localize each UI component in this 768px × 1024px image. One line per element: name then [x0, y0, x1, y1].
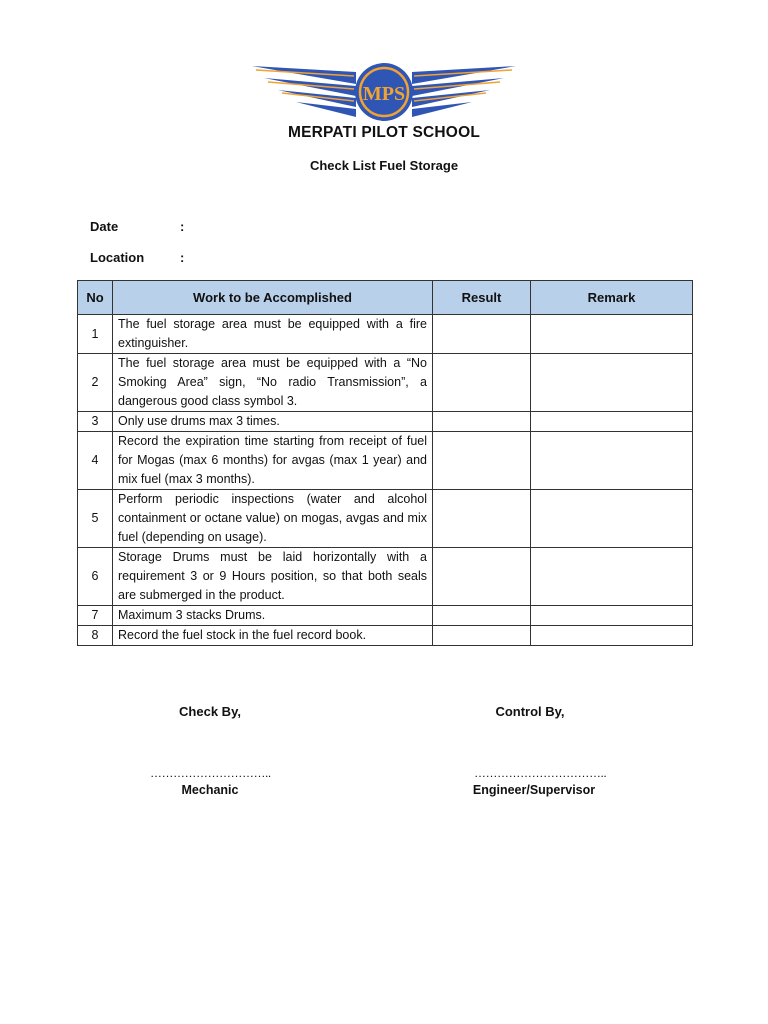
date-colon: :	[180, 219, 185, 234]
location-field	[90, 250, 184, 265]
row-remark[interactable]	[531, 412, 693, 432]
check-by-label: Check By,	[179, 704, 241, 719]
header-task: Work to be Accomplished	[113, 281, 433, 315]
location-colon: :	[180, 250, 185, 265]
engineer-supervisor-label: Engineer/Supervisor	[472, 783, 596, 797]
row-remark[interactable]	[531, 315, 693, 354]
row-result[interactable]	[433, 315, 531, 354]
table-row	[78, 606, 693, 626]
row-result[interactable]	[433, 432, 531, 490]
row-task: Storage Drums must be laid horizontally with a requirement 3 or 9 Hours position, so that both seals are submerged in the product.	[113, 548, 433, 606]
signature-line-mechanic: …………………………..	[150, 766, 271, 780]
row-remark[interactable]	[531, 548, 693, 606]
row-result[interactable]	[433, 412, 531, 432]
row-no: 2	[78, 354, 113, 412]
school-logo	[252, 62, 516, 128]
row-no: 7	[78, 606, 113, 626]
row-remark[interactable]	[531, 432, 693, 490]
signature-line-engineer: ……………………………..	[474, 766, 607, 780]
row-task: The fuel storage area must be equipped with a fire extinguisher.	[113, 315, 433, 354]
row-task: Record the fuel stock in the fuel record book.	[113, 626, 433, 646]
row-remark[interactable]	[531, 490, 693, 548]
row-no: 6	[78, 548, 113, 606]
table-row	[78, 315, 693, 354]
row-result[interactable]	[433, 626, 531, 646]
table-row	[78, 490, 693, 548]
location-label: Location	[90, 250, 145, 265]
table-header-row	[78, 281, 693, 315]
logo-monogram: MPS	[362, 83, 406, 105]
row-result[interactable]	[433, 548, 531, 606]
table-row	[78, 626, 693, 646]
document-title: Check List Fuel Storage	[309, 158, 459, 173]
date-label: Date	[90, 219, 119, 234]
left-wing	[252, 66, 356, 117]
table-row	[78, 412, 693, 432]
row-result[interactable]	[433, 490, 531, 548]
row-remark[interactable]	[531, 354, 693, 412]
row-remark[interactable]	[531, 626, 693, 646]
header-remark: Remark	[531, 281, 693, 315]
row-no: 8	[78, 626, 113, 646]
checklist-table	[77, 280, 693, 646]
row-no: 3	[78, 412, 113, 432]
control-by-label: Control By,	[495, 704, 565, 719]
row-task: Perform periodic inspections (water and alcohol containment or octane value) on mogas, avgas and mix fuel (depending on usage).	[113, 490, 433, 548]
row-no: 5	[78, 490, 113, 548]
row-task: Record the expiration time starting from receipt of fuel for Mogas (max 6 months) for avgas (max 1 year) and mix fuel (max 3 months).	[113, 432, 433, 490]
table-row	[78, 354, 693, 412]
date-field	[90, 219, 184, 234]
right-wing	[412, 66, 516, 117]
row-no: 1	[78, 315, 113, 354]
row-task: The fuel storage area must be equipped with a “No Smoking Area” sign, “No radio Transmission”, a dangerous good class symbol 3.	[113, 354, 433, 412]
header-no: No	[78, 281, 113, 315]
row-remark[interactable]	[531, 606, 693, 626]
row-task: Only use drums max 3 times.	[113, 412, 433, 432]
table-row	[78, 432, 693, 490]
row-task: Maximum 3 stacks Drums.	[113, 606, 433, 626]
school-name: MERPATI PILOT SCHOOL	[287, 124, 480, 141]
row-result[interactable]	[433, 606, 531, 626]
row-result[interactable]	[433, 354, 531, 412]
row-no: 4	[78, 432, 113, 490]
header-result: Result	[433, 281, 531, 315]
mechanic-label: Mechanic	[181, 783, 239, 797]
table-row	[78, 548, 693, 606]
